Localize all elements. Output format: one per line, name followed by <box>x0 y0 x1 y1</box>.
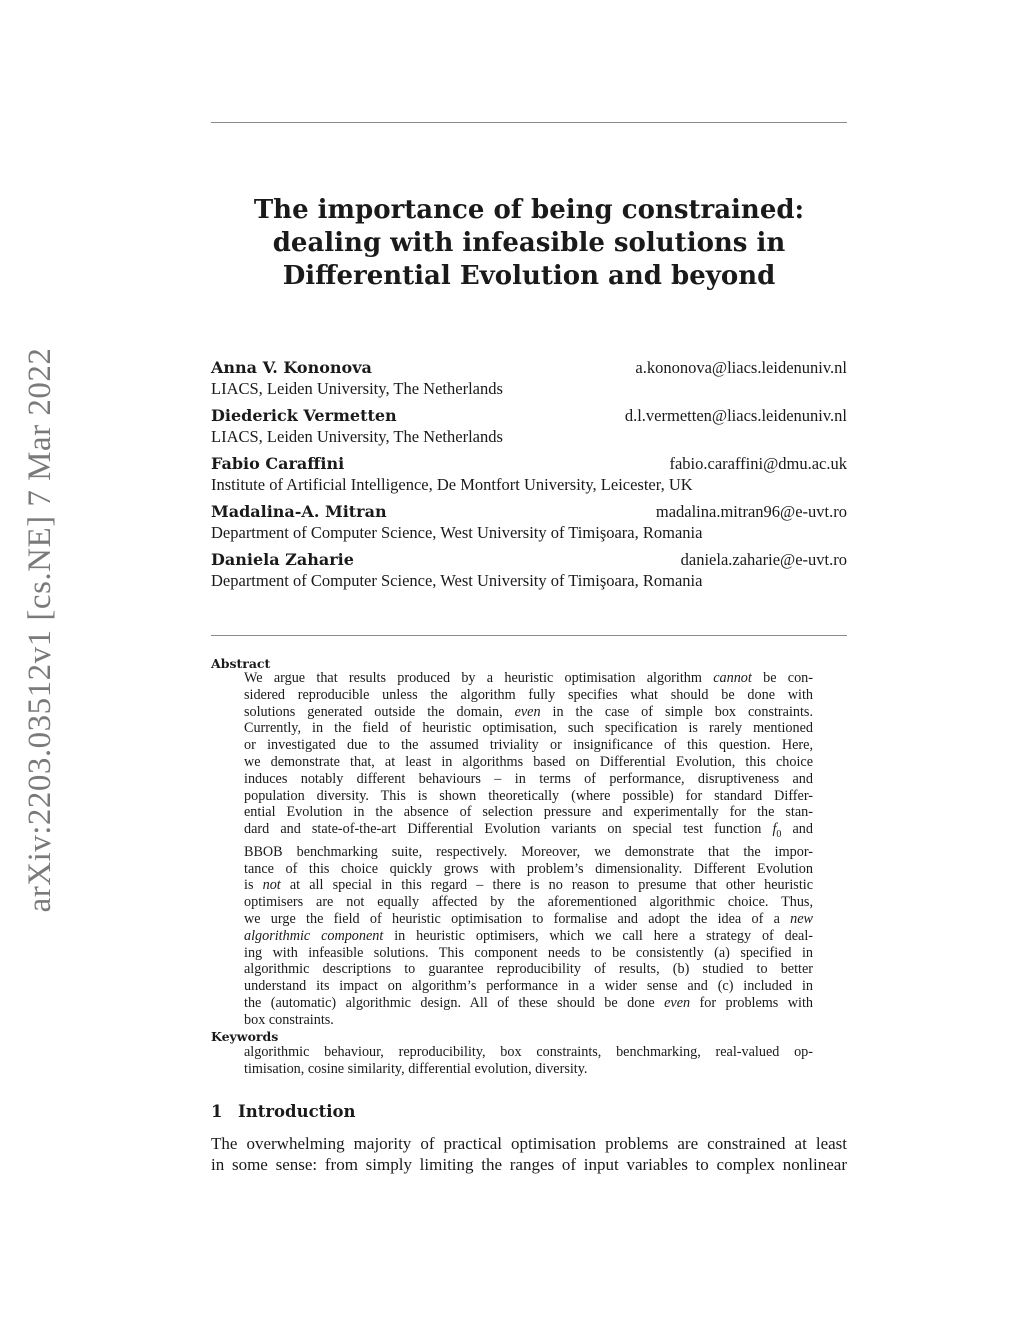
author-affiliation: Institute of Artificial Intelligence, De Montfort University, Leicester, UK <box>211 475 693 494</box>
author-email[interactable]: fabio.caraffini@dmu.ac.uk <box>669 454 847 473</box>
author-block <box>211 453 847 495</box>
abstract-line: sidered reproducible unless the algorithm fully specifies what should be done with <box>244 686 813 703</box>
abstract-line: box constraints. <box>244 1011 334 1028</box>
author-email[interactable]: d.l.vermetten@liacs.leidenuniv.nl <box>624 406 847 425</box>
title-line: The importance of being constrained: <box>253 195 805 225</box>
author-name: Madalina-A. Mitran <box>211 502 387 521</box>
author-email[interactable]: a.kononova@liacs.leidenuniv.nl <box>635 358 847 377</box>
author-affiliation: Department of Computer Science, West University of Timişoara, Romania <box>211 523 703 542</box>
author-list <box>211 357 847 597</box>
author-block <box>211 501 847 543</box>
author-name: Diederick Vermetten <box>211 406 397 425</box>
abstract-line: is not at all special in this regard – there is no reason to presume that other heuristic <box>244 877 814 894</box>
abstract-line: algorithmic component in heuristic optimisers, which we call here a strategy of deal- <box>244 927 813 944</box>
emphasis-text: cannot <box>713 670 752 686</box>
abstract-line: dard and state-of-the-art Differential Evolution variants on special test function $f_0$ and <box>244 821 813 840</box>
abstract-line: the (automatic) algorithmic design. All of these should be done even for problems with <box>244 994 813 1011</box>
author-block <box>211 549 847 591</box>
emphasis-text: not <box>262 877 281 894</box>
emphasis-text: algorithmic component <box>244 927 384 944</box>
section-title: Introduction <box>238 1102 356 1121</box>
arxiv-identifier[interactable]: arXiv:2203.03512v1 [cs.NE] 7 Mar 2022 <box>22 347 58 913</box>
abstract-line: tance of this choice quickly grows with problem’s dimensionality. Different Evolution <box>244 860 813 877</box>
author-name: Daniela Zaharie <box>211 550 354 569</box>
abstract-line: solutions generated outside the domain, even in the case of simple box constraints. <box>244 703 813 720</box>
abstract-line: understand its impact on algorithm’s performance in a wider sense and (c) included in <box>244 978 813 995</box>
keywords-line: timisation, cosine similarity, differential evolution, diversity. <box>244 1060 588 1077</box>
abstract-line: ential Evolution in the absence of selection pressure and experimentally for the stan- <box>244 804 813 821</box>
abstract-line: ing with infeasible solutions. This component needs to be consistently (a) specified in <box>244 944 813 961</box>
abstract-line: or investigated due to the assumed triviality or insignificance of this question. Here, <box>244 737 813 754</box>
author-email[interactable]: madalina.mitran96@e-uvt.ro <box>655 502 847 521</box>
paragraph-line: in some sense: from simply limiting the ranges of input variables to complex nonlinear <box>211 1155 847 1174</box>
abstract-line: BBOB benchmarking suite, respectively. Moreover, we demonstrate that the impor- <box>244 843 813 860</box>
abstract-heading: Abstract <box>211 656 271 671</box>
abstract-line: we demonstrate that, at least in algorithms based on Differential Evolution, this choice <box>244 753 813 770</box>
author-block <box>211 405 847 447</box>
emphasis-text: even <box>514 703 541 720</box>
emphasis-text: new <box>790 910 813 927</box>
author-name: Fabio Caraffini <box>211 454 345 473</box>
emphasis-text: even <box>664 994 691 1011</box>
abstract-line: optimisers are not equally affected by the aforementioned algorithmic choice. Thus, <box>244 894 813 911</box>
abstract-line: algorithmic descriptions to guarantee reproducibility of results, (b) studied to better <box>244 961 813 978</box>
abstract-line: we urge the field of heuristic optimisation to formalise and adopt the idea of a new <box>244 910 813 927</box>
author-affiliation: Department of Computer Science, West University of Timişoara, Romania <box>211 571 703 590</box>
paragraph-line: The overwhelming majority of practical optimisation problems are constrained at least <box>211 1134 847 1153</box>
section-rule <box>211 635 847 636</box>
keywords-line: algorithmic behaviour, reproducibility, box constraints, benchmarking, real-valued op- <box>244 1044 813 1060</box>
abstract-line: Currently, in the field of heuristic optimisation, such specification is rarely mentioned <box>244 720 813 737</box>
keywords-body <box>244 1044 813 1078</box>
section-heading <box>211 1101 356 1123</box>
author-email[interactable]: daniela.zaharie@e-uvt.ro <box>680 550 847 569</box>
intro-paragraph <box>211 1133 847 1175</box>
keywords-heading: Keywords <box>211 1029 279 1044</box>
subscript-text: 0 <box>776 829 782 840</box>
author-affiliation: LIACS, Leiden University, The Netherlands <box>211 427 503 446</box>
abstract-line: induces notably different behaviours – in terms of performance, disruptiveness and <box>244 770 813 787</box>
top-rule <box>211 122 847 123</box>
title-line: dealing with infeasible solutions in <box>272 228 786 258</box>
abstract-line: population diversity. This is shown theoretically (where possible) for standard Differ- <box>244 787 813 804</box>
section-number: 1 <box>211 1102 223 1121</box>
author-block <box>211 357 847 399</box>
abstract-line: We argue that results produced by a heuristic optimisation algorithm cannot be con- <box>244 670 813 686</box>
emphasis-text: f <box>772 821 777 838</box>
abstract-body <box>244 670 813 1029</box>
author-name: Anna V. Kononova <box>211 358 372 377</box>
title-line: Differential Evolution and beyond <box>282 261 776 291</box>
author-affiliation: LIACS, Leiden University, The Netherlands <box>211 379 503 398</box>
paper-title <box>211 194 847 293</box>
